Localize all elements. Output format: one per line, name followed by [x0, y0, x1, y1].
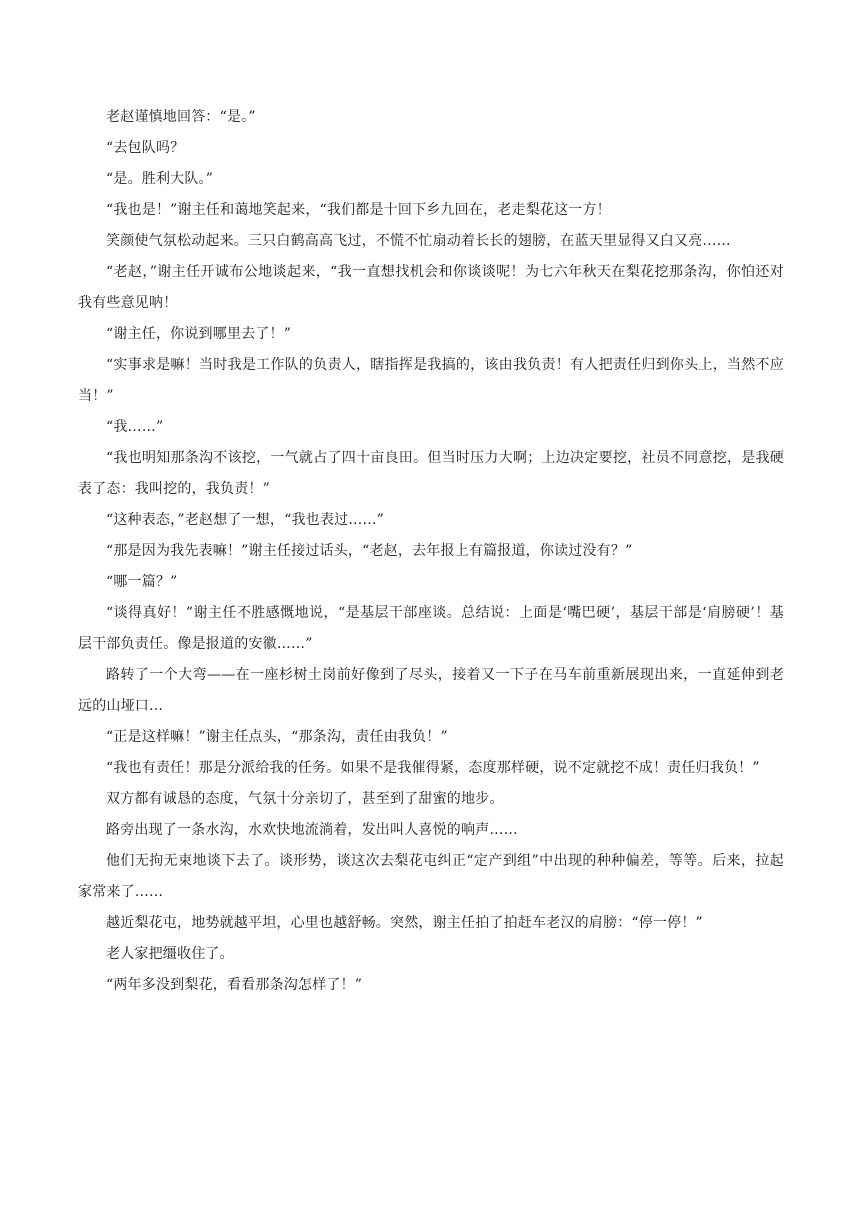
paragraph: 他们无拘无束地谈下去了。谈形势，谈这次去梨花屯纠正“定产到组”中出现的种种偏差，等等。后来，拉起家常来了…… — [78, 853, 784, 900]
paragraph: “我……” — [106, 419, 164, 435]
paragraph: “谈得真好！”谢主任不胜感慨地说，“是基层干部座谈。总结说：上面是‘嘴巴硬’，基层干部是‘肩膀硬’！基层干部负责任。像是报道的安徽……” — [78, 605, 784, 652]
paragraph: “去包队吗？ — [106, 140, 185, 156]
paragraph: “那是因为我先表嘛！”谢主任接过话头，“老赵，去年报上有篇报道，你读过没有？” — [106, 543, 633, 559]
paragraph: “两年多没到梨花，看看那条沟怎样了！” — [106, 977, 363, 993]
paragraph: 双方都有诚恳的态度，气氛十分亲切了，甚至到了甜蜜的地步。 — [106, 791, 504, 807]
paragraph: “正是这样嘛！”谢主任点头，“那条沟，责任由我负！” — [106, 729, 448, 745]
paragraph: “实事求是嘛！当时我是工作队的负责人，瞎指挥是我搞的，该由我负责！有人把责任归到你头上，当然不应当！” — [78, 357, 784, 404]
paragraph: “老赵，”谢主任开诚布公地谈起来，“我一直想找机会和你谈谈呢！为七六年秋天在梨花挖那条沟，你怕还对我有些意见呐！ — [78, 264, 784, 311]
paragraph: “我也是！”谢主任和蔼地笑起来，“我们都是十回下乡九回在，老走梨花这一方！ — [106, 202, 611, 218]
paragraph: “是。胜利大队。” — [106, 171, 214, 187]
paragraph: “谢主任，你说到哪里去了！” — [106, 326, 292, 342]
document-body — [78, 102, 784, 1001]
paragraph: 老赵谨慎地回答：“是。” — [106, 109, 256, 125]
paragraph: “我也明知那条沟不该挖，一气就占了四十亩良田。但当时压力大啊；上边决定要挖，社员不同意挖，是我硬表了态：我叫挖的，我负责！” — [78, 450, 784, 497]
paragraph: 路转了一个大弯——在一座杉树土岗前好像到了尽头，接着又一下子在马车前重新展现出来，一直延伸到老远的山垭口… — [78, 667, 784, 714]
paragraph: “哪一篇？” — [106, 574, 178, 590]
paragraph: “我也有责任！那是分派给我的任务。如果不是我催得紧，态度那样硬，说不定就挖不成！责任归我负！” — [106, 760, 760, 776]
paragraph: 路旁出现了一条水沟，水欢快地流淌着，发出叫人喜悦的响声…… — [106, 822, 518, 838]
paragraph: “这种表态，”老赵想了一想，“我也表过……” — [106, 512, 385, 528]
paragraph: 老人家把缰收住了。 — [106, 946, 234, 962]
paragraph: 越近梨花屯，地势就越平坦，心里也越舒畅。突然，谢主任拍了拍赶车老汉的肩膀：“停一停！” — [106, 915, 703, 931]
paragraph: 笑颜使气氛松动起来。三只白鹤高高飞过，不慌不忙扇动着长长的翅膀，在蓝天里显得又白又亮…… — [106, 233, 731, 249]
